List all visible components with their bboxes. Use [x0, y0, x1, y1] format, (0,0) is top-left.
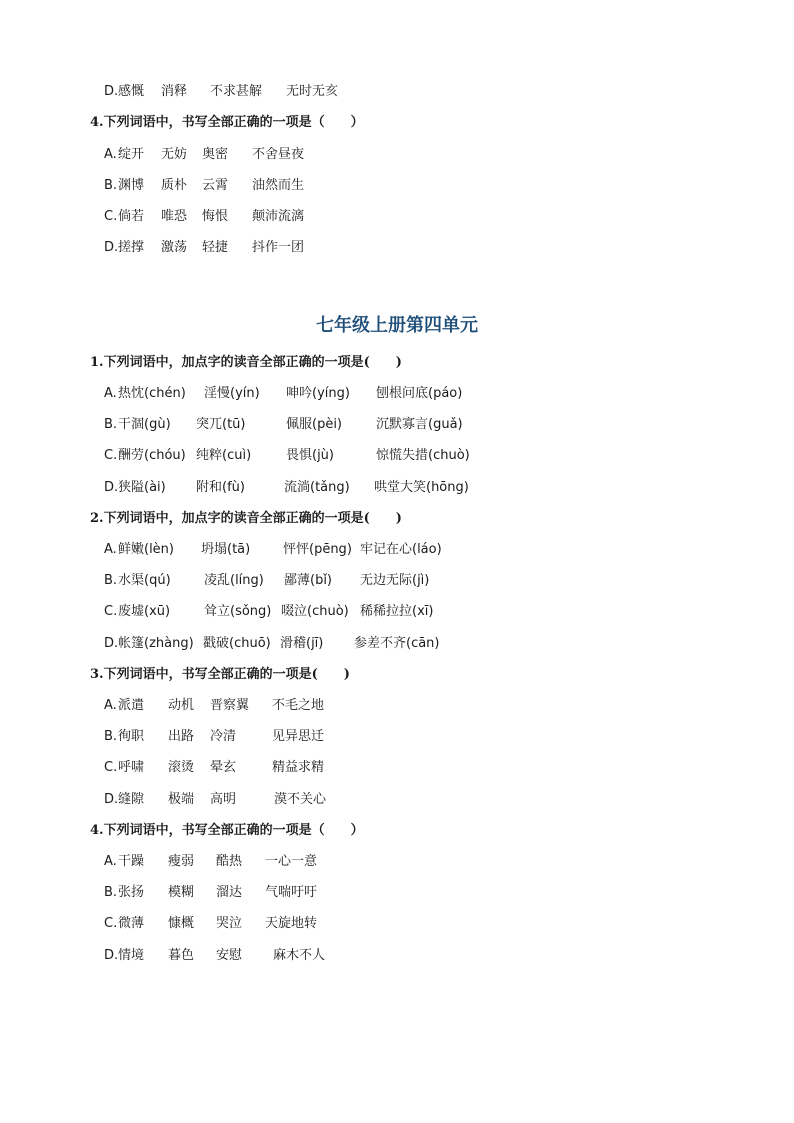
section-title: 七年级上册第四单元 — [316, 315, 478, 336]
option-word-1: 微薄 — [118, 916, 145, 931]
option-word-4: 颠沛流漓 — [252, 209, 305, 224]
option-word-4: 一心一意 — [265, 854, 318, 869]
option-label: C. — [104, 916, 118, 931]
option-word-2: 凌乱(líng) — [204, 573, 264, 588]
option-word-3: 滑稽(jī) — [280, 636, 324, 651]
option-word-2: 瘦弱 — [168, 854, 195, 869]
option-word-2: 戳破(chuō) — [203, 636, 271, 651]
option-word-3: 云霄 — [202, 178, 229, 193]
option-word-4: 无边无际(jì) — [360, 573, 430, 588]
option-word-2: 附和(fù) — [196, 480, 245, 495]
option-label: D. — [104, 636, 119, 651]
option-word-2: 突兀(tū) — [196, 417, 246, 432]
option-word-2: 出路 — [168, 729, 195, 744]
option-word-2: 无妨 — [161, 147, 188, 162]
option-word-3: 哭泣 — [216, 916, 243, 931]
option-label: B. — [104, 729, 118, 744]
option-word-1: 帐篷(zhàng) — [118, 636, 194, 651]
option-word-2: 动机 — [168, 698, 195, 713]
option-word-2: 滚烫 — [168, 760, 195, 775]
option-word-2: 消释 — [161, 84, 188, 99]
option-word-2: 耸立(sǒng) — [204, 604, 272, 619]
option-word-1: 酬劳(chóu) — [118, 448, 186, 463]
option-word-1: 呼啸 — [118, 760, 145, 775]
s1-q4-stem: 4.下列词语中，书写全部正确的一项是（ ） — [90, 115, 364, 130]
option-word-3: 鄙薄(bǐ) — [284, 573, 333, 588]
option-word-4: 刨根问底(páo) — [376, 386, 463, 401]
option-word-3: 冷清 — [210, 729, 237, 744]
option-word-3: 酷热 — [216, 854, 243, 869]
option-word-1: 派遣 — [118, 698, 145, 713]
option-word-4: 精益求精 — [272, 760, 325, 775]
option-word-4: 哄堂大笑(hōng) — [374, 480, 469, 495]
option-word-3: 呻吟(yíng) — [286, 386, 350, 401]
option-word-2: 坍塌(tā) — [201, 542, 251, 557]
option-word-1: 徇职 — [118, 729, 145, 744]
option-word-4: 沉默寡言(guǎ) — [376, 417, 463, 432]
option-word-1: 废墟(xū) — [118, 604, 171, 619]
option-label: A. — [104, 698, 117, 713]
option-word-1: 干涸(gù) — [118, 417, 171, 432]
option-label: B. — [104, 573, 118, 588]
option-word-1: 绽开 — [118, 147, 145, 162]
option-word-4: 无时无亥 — [286, 84, 339, 99]
option-word-1: 干躁 — [118, 854, 145, 869]
option-word-1: 热忱(chén) — [118, 386, 186, 401]
option-word-1: 情境 — [118, 948, 145, 963]
option-word-2: 模糊 — [168, 885, 195, 900]
option-label: A. — [104, 854, 117, 869]
option-word-4: 牢记在心(láo) — [360, 542, 442, 557]
option-word-1: 缝隙 — [118, 792, 145, 807]
option-word-1: 张扬 — [118, 885, 145, 900]
option-word-4: 抖作一团 — [252, 240, 305, 255]
option-label: C. — [104, 760, 118, 775]
option-label: B. — [104, 178, 118, 193]
option-word-4: 见异思迁 — [272, 729, 325, 744]
option-word-3: 畏惧(jù) — [286, 448, 334, 463]
option-word-4: 不舍昼夜 — [252, 147, 305, 162]
option-label: D. — [104, 240, 119, 255]
option-word-3: 晋察翼 — [210, 698, 250, 713]
option-word-2: 质朴 — [161, 178, 188, 193]
option-word-3: 奥密 — [202, 147, 229, 162]
option-word-4: 稀稀拉拉(xī) — [360, 604, 434, 619]
option-label: C. — [104, 604, 118, 619]
option-word-1: 鲜嫩(lèn) — [118, 542, 174, 557]
option-word-3: 安慰 — [216, 948, 243, 963]
option-word-3: 流淌(tǎng) — [284, 480, 350, 495]
option-word-3: 轻捷 — [202, 240, 229, 255]
option-word-2: 暮色 — [168, 948, 195, 963]
option-word-4: 漠不关心 — [274, 792, 327, 807]
option-label: B. — [104, 417, 118, 432]
option-word-3: 怦怦(pēng) — [283, 542, 352, 557]
option-word-2: 纯粹(cuì) — [196, 448, 252, 463]
s2-q4-stem: 4.下列词语中，书写全部正确的一项是（ ） — [90, 823, 364, 838]
option-word-4: 惊慌失措(chuò) — [376, 448, 470, 463]
option-label: A. — [104, 147, 117, 162]
option-word-3: 高明 — [210, 792, 237, 807]
option-word-3: 佩服(pèi) — [286, 417, 343, 432]
option-word-1: 渊博 — [118, 178, 145, 193]
option-label: C. — [104, 209, 118, 224]
option-label: D. — [104, 948, 119, 963]
s2-q1-stem: 1.下列词语中，加点字的读音全部正确的一项是( ) — [90, 355, 402, 370]
option-word-2: 淫慢(yín) — [204, 386, 260, 401]
option-word-2: 慷概 — [168, 916, 195, 931]
s2-q3-stem: 3.下列词语中，书写全部正确的一项是( ) — [90, 667, 350, 682]
option-word-3: 悔恨 — [202, 209, 229, 224]
option-label: A. — [104, 386, 117, 401]
s2-q2-stem: 2.下列词语中，加点字的读音全部正确的一项是( ) — [90, 511, 402, 526]
option-word-3: 晕玄 — [210, 760, 237, 775]
option-word-4: 气喘吁吁 — [265, 885, 318, 900]
option-word-4: 天旋地转 — [265, 916, 318, 931]
option-word-4: 参差不齐(cān) — [354, 636, 440, 651]
option-label: B. — [104, 885, 118, 900]
option-word-1: 水渠(qú) — [118, 573, 171, 588]
option-word-1: 搓撑 — [118, 240, 145, 255]
option-word-1: 狭隘(ài) — [118, 480, 166, 495]
option-word-1: 倘若 — [118, 209, 145, 224]
option-word-4: 油然而生 — [252, 178, 305, 193]
option-word-2: 激荡 — [161, 240, 188, 255]
option-word-4: 麻木不人 — [273, 948, 326, 963]
option-word-2: 唯恐 — [161, 209, 188, 224]
option-word-3: 啜泣(chuò) — [281, 604, 349, 619]
option-word-3: 溜达 — [216, 885, 243, 900]
option-label: D. — [104, 84, 119, 99]
option-word-2: 极端 — [168, 792, 195, 807]
option-word-4: 不毛之地 — [272, 698, 325, 713]
option-word-1: 感慨 — [118, 84, 145, 99]
option-label: C. — [104, 448, 118, 463]
option-label: A. — [104, 542, 117, 557]
option-label: D. — [104, 792, 119, 807]
option-word-3: 不求甚解 — [210, 84, 263, 99]
option-label: D. — [104, 480, 119, 495]
